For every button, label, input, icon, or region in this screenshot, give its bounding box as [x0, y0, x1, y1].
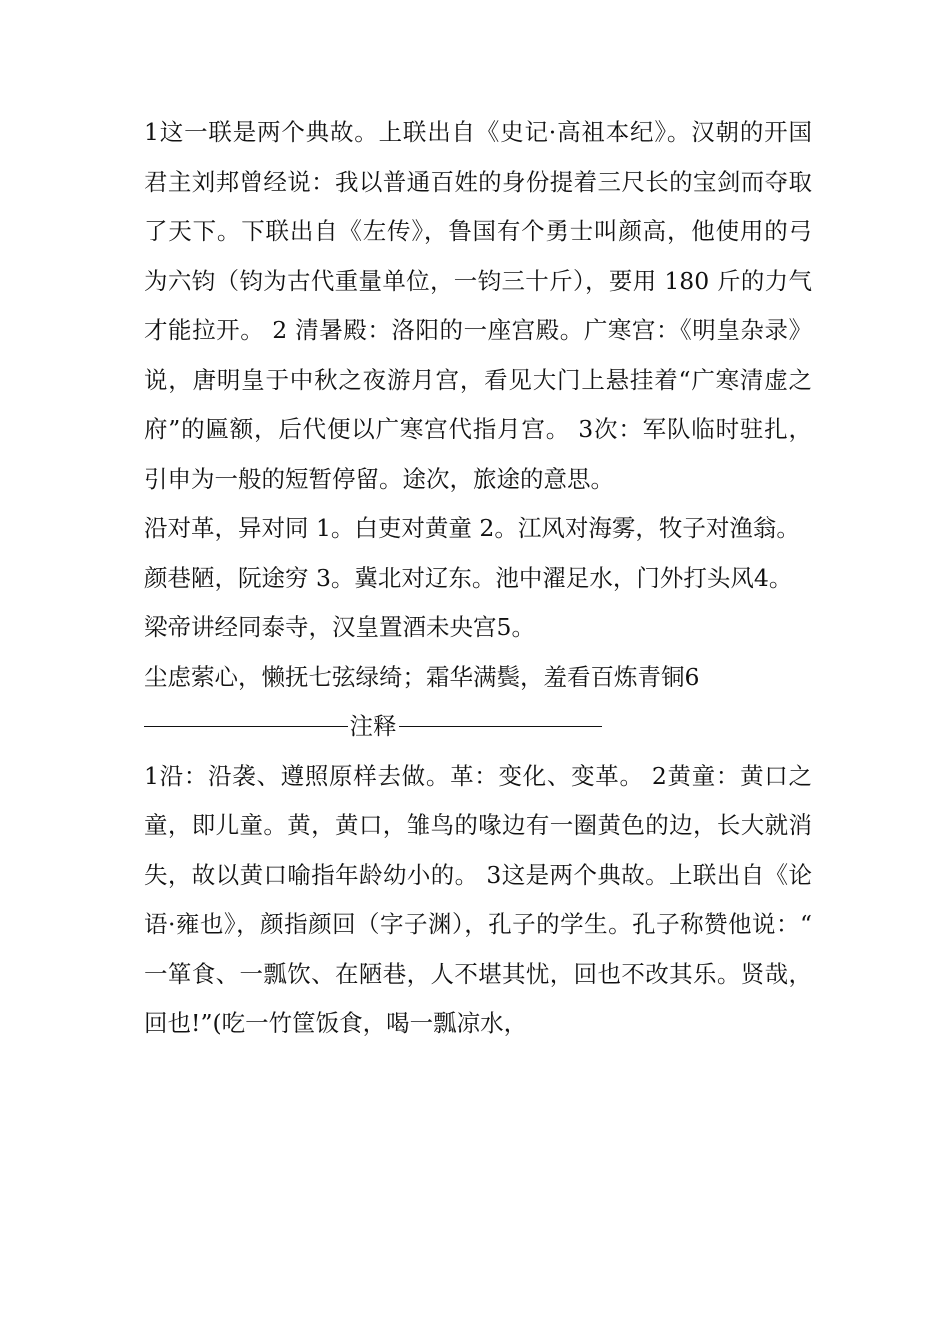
document-page [144, 108, 812, 1049]
notes-divider [144, 702, 602, 752]
verse-line-4: 尘虑萦心，懒抚七弦绿绮；霜华满鬓，羞看百炼青铜6 [144, 662, 700, 691]
divider-rule-left [144, 726, 348, 727]
divider-rule-right [399, 726, 603, 727]
verse-line-3: 梁帝讲经同泰寺，汉皇置酒未央宫5。 [144, 613, 535, 641]
annotation-paragraph-1: 1这一联是两个典故。上联出自《史记·高祖本纪》。汉朝的开国君主刘邦曾经说：我以普通百姓的身份提着三尺长的宝剑而夺取了天下。下联出自《左传》，鲁国有个勇士叫颜高，他使用的弓为六钧（钧为古代重量单位，一钧三十斤），要用 180 斤的力气才能拉开。 2 清暑殿：洛阳的一座宫殿。广寒宫：《明皇杂录》说，唐明皇于中秋之夜游月宫，看见大门上悬挂着“广寒清虚之府”的匾额，后代便以广寒宫代指月宫。 3次：军队临时驻扎，引申为一般的短暂停留。途次，旅途的意思。 [144, 118, 812, 493]
verse-line-2: 颜巷陋，阮途穷 3。冀北对辽东。池中濯足水，门外打头风4。 [144, 563, 793, 592]
notes-heading: 注释 [349, 712, 397, 740]
annotation-paragraph-2: 1沿：沿袭、遵照原样去做。革：变化、变革。 2黄童：黄口之童，即儿童。黄，黄口，雏鸟的喙边有一圈黄色的边，长大就消失，故以黄口喻指年龄幼小的。 3这是两个典故。上联出自《论语·雍也》，颜指颜回（字子渊），孔子的学生。孔子称赞他说：“一箪食、一瓢饮、在陋巷，人不堪其忧，回也不改其乐。贤哉，回也!”(吃一竹筐饭食，喝一瓢凉水， [144, 761, 812, 1037]
verse-line-1: 沿对革，异对同 1。白吏对黄童 2。江风对海雾，牧子对渔翁。 [144, 514, 800, 542]
